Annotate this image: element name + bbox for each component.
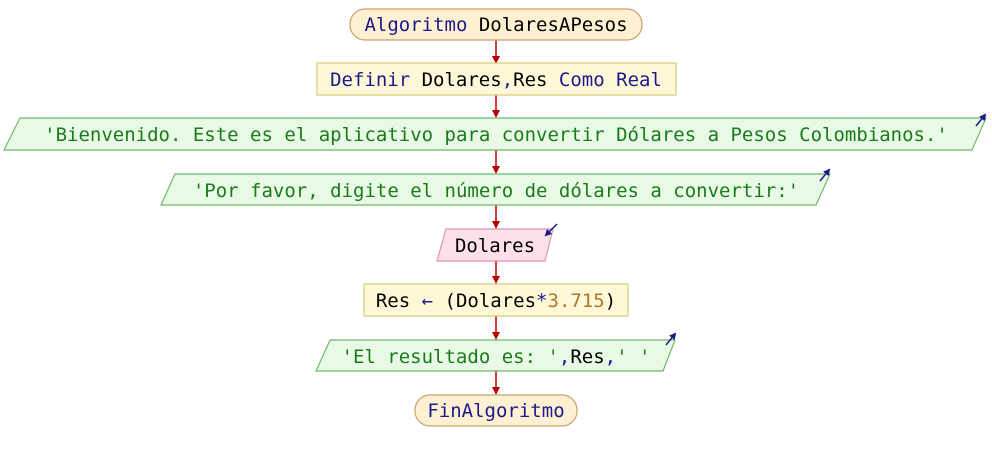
output-node-prompt	[161, 170, 830, 205]
define-var-dolares: Dolares	[421, 69, 502, 91]
output-node-result	[316, 334, 675, 371]
output-prompt-text: 'Por favor, digite el número de dólares a convertir:'	[192, 180, 800, 202]
define-comma: ,	[501, 69, 514, 91]
input-node	[437, 224, 557, 261]
define-var-res: Res	[513, 69, 548, 91]
assign-open-paren: (	[444, 290, 456, 312]
end-node	[415, 395, 577, 426]
assign-factor: 3.715	[547, 290, 605, 312]
assign-operand: Dolares	[455, 290, 537, 312]
start-node	[350, 9, 642, 40]
svg-text:'El resultado es: ',Res,' '	[342, 346, 651, 368]
assign-node	[364, 284, 628, 316]
input-variable: Dolares	[454, 235, 536, 257]
result-comma-1: ,	[558, 346, 571, 368]
result-comma-2: ,	[604, 346, 617, 368]
define-type: Real	[616, 69, 662, 91]
define-node	[317, 63, 676, 95]
assign-target: Res	[375, 290, 411, 312]
result-space-string: ' '	[616, 346, 651, 368]
output-node-welcome	[4, 115, 986, 150]
svg-text:Algoritmo DolaresAPesos	[364, 14, 627, 36]
start-keyword: Algoritmo	[364, 14, 468, 36]
assign-arrow: ←	[421, 290, 434, 312]
output-welcome-text: 'Bienvenido. Este es el aplicativo para convertir Dólares a Pesos Colombianos.'	[44, 124, 948, 146]
end-keyword: FinAlgoritmo	[427, 400, 565, 422]
assign-close-paren: )	[604, 290, 617, 312]
assign-operator: *	[536, 290, 548, 312]
svg-text:Res ← (Dolares*3.715)	[376, 290, 616, 312]
result-string: 'El resultado es: '	[341, 346, 559, 368]
define-keyword: Definir	[330, 69, 411, 91]
svg-text:Definir Dolares,Res Como Real	[330, 69, 662, 91]
algorithm-name: DolaresAPesos	[478, 14, 628, 36]
result-variable: Res	[570, 346, 605, 368]
define-como: Como	[558, 69, 605, 91]
